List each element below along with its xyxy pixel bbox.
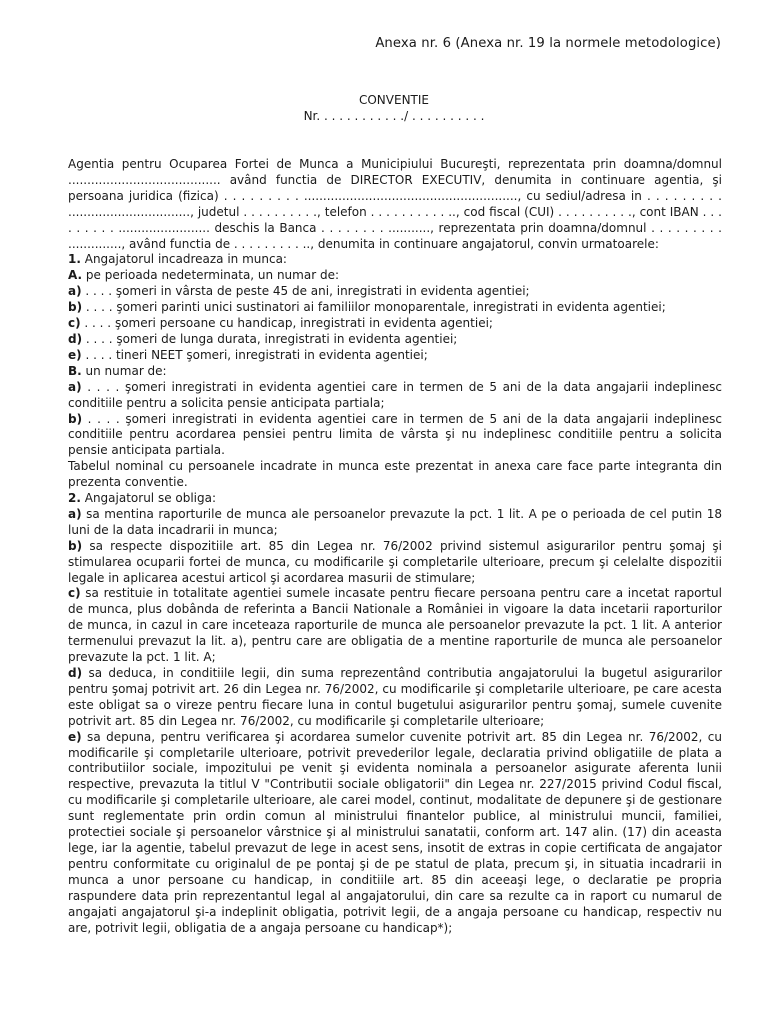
item-label: d) [68,331,83,346]
item-text: . . . . şomeri inregistrati in evidenta agentiei care in termen de 5 ani de la data angajarii indeplinesc conditiile pentru a solicita pensie anticipata partiala; [68,379,722,410]
section-1-b-heading [68,364,722,380]
item-text: sa deduca, in conditiile legii, din suma reprezentând contributia angajatorului la bugetul asigurarilor pentru şomaj potrivit art. 26 din Legea nr. 76/2002, cu modificarile şi completarile ulterioare, pe care acesta este obligat sa o vireze pentru fiecare luna in contul bugetului asigurarilor pentru şomaj, sumele cuvenite potrivit art. 85 din Legea nr. 76/2002, cu modificarile şi completarile ulterioare; [68,666,722,728]
item-text: . . . . şomeri de lunga durata, inregistrati in evidenta agentiei; [82,331,458,346]
item-text: . . . . şomeri parinti unici sustinatori ai familiilor monoparentale, inregistrati in evidenta agentiei; [82,300,666,315]
list-item [68,666,722,730]
list-item [68,730,722,937]
section-1-heading [68,252,722,268]
item-text: sa mentina raporturile de munca ale persoanelor prevazute la pct. 1 lit. A pe o perioada de cel putin 18 luni de la data incadrarii in munca; [68,506,722,537]
item-text: . . . . tineri NEET şomeri, inregistrati in evidenta agentiei; [81,347,428,362]
document-title: CONVENTIE [358,93,430,107]
list-item [68,348,722,364]
section-1-title: Angajatorul incadreaza in munca: [80,252,287,267]
section-1-number: 1. [68,252,81,267]
section-1-b-label: B. [68,363,82,378]
document-body [68,157,722,936]
item-label: e) [68,729,82,744]
item-text: . . . . şomeri persoane cu handicap, inregistrati in evidenta agentiei; [80,316,493,331]
list-item [68,380,722,412]
item-label: b) [68,411,83,426]
document-number: Nr. . . . . . . . . . . ./ . . . . . . . . . . [303,109,485,123]
list-item [68,539,722,587]
list-item [68,300,722,316]
section-2-number: 2. [68,491,81,506]
item-label: c) [68,586,81,601]
title-block [0,92,768,124]
item-text: sa respecte dispozitiile art. 85 din Legea nr. 76/2002 privind sistemul asigurarilor pentru şomaj şi stimularea ocuparii fortei de munca, cu modificarile şi completarile ulterioare, precum şi celelalte dispozitii legale in aplicarea acestui articol şi acordarea masurii de stimulare; [68,538,722,585]
list-item [68,332,722,348]
item-text: sa depuna, pentru verificarea şi acordarea sumelor cuvenite potrivit art. 85 din Legea nr. 76/2002, cu modificarile şi completarile ulterioare, potrivit prevederilor legale, declaratia privind obligatiile de plata a contributiilor sociale, impozitului pe venit şi evidenta nominala a persoanelor asigurate aferenta lunii respective, prevazuta la titlul V "Contributii sociale obligatorii" din Legea nr. 227/2015 privind Codul fiscal, cu modificarile şi completarile ulterioare, ale carei model, continut, modalitate de depunere şi de gestionare sunt reglementate prin ordin comun al ministrului finantelor publice, al ministrului muncii, familiei, protectiei sociale şi persoanelor vârstnice şi al ministrului sanatatii, conform art. 147 alin. (17) din aceasta lege, iar la agentie, tabelul prevazut de lege in acest sens, insotit de extras in copie certificata de angajator pentru conformitate cu originalul de pe pontaj şi de pe statul de plata, precum şi, in situatia incadrarii in munca a unor persoane cu handicap, in conditiile art. 85 din aceeaşi lege, o declaratie pe propria raspundere data prin reprezentantul legal al angajatorului, din care sa rezulte ca in raport cu numarul de angajati angajatorul şi-a indeplinit obligatia, potrivit legii, de a angaja persoane cu handicap, respectiv nu are, potrivit legii, obligatia de a angaja persoane cu handicap*); [68,729,722,935]
item-text: . . . . şomeri in vârsta de peste 45 de ani, inregistrati in evidenta agentiei; [81,284,530,299]
list-item [68,316,722,332]
section-1-a-text: pe perioada nedeterminata, un numar de: [82,268,339,283]
item-label: b) [68,538,83,553]
list-item [68,284,722,300]
annex-header: Anexa nr. 6 (Anexa nr. 19 la normele metodologice) [375,36,721,51]
table-note: Tabelul nominal cu persoanele incadrate in munca este prezentat in anexa care face parte integranta din prezenta conventie. [68,459,722,490]
item-label: b) [68,300,83,315]
list-item [68,412,722,460]
item-label: c) [68,316,81,331]
item-label: a) [68,379,82,394]
list-item [68,586,722,666]
section-1-a-heading [68,268,722,284]
item-label: a) [68,284,82,299]
section-2-title: Angajatorul se obliga: [80,491,217,506]
section-1-b-text: un numar de: [81,363,167,378]
item-label: e) [68,347,82,362]
list-item [68,507,722,539]
item-label: d) [68,666,83,680]
section-1-a-label: A. [68,268,83,283]
section-2-heading [68,491,722,507]
item-text: sa restituie in totalitate agentiei sumele incasate pentru fiecare persoana pentru care a incetat raportul de munca, plus dobânda de referinta a Bancii Nationale a României in vigoare la data incetarii raporturilor de munca, in cazul in care inceteaza raporturile de munca ale persoanelor prevazute la pct. 1 lit. A anterior termenului prevazut la lit. a), pentru care are obligatia de a mentine raporturile de munca ale persoanelor prevazute la pct. 1 lit. A; [68,586,722,665]
item-label: a) [68,506,82,521]
intro-paragraph: Agentia pentru Ocuparea Fortei de Munca a Municipiului Bucureşti, reprezentata prin doamna/domnul ........................................ având functia de DIRECTOR EXECUTIV, denumita in continuare agentia, şi persoana juridica (fizica) . . . . . . . . . ........................................................, cu sediul/adresa in . . . . . . . . . ................................, judetul . . . . . . . . . ., telefon . . . . . . . . . . .., cod fiscal (CUI) . . . . . . . . . ., cont IBAN . . . . . . . . . ........................ deschis la Banca . . . . . . . . ..........., reprezentata prin doamna/domnul . . . . . . . . . .............., având functia de . . . . . . . . . .., denumita in continuare angajatorul, convin urmatoarele: [68,157,722,251]
item-text: . . . . şomeri inregistrati in evidenta agentiei care in termen de 5 ani de la data angajarii indeplinesc conditiile pentru acordarea pensiei pentru limita de vârsta şi nu indeplinesc conditiile pentru a solicita pensie anticipata partiala. [68,411,722,458]
